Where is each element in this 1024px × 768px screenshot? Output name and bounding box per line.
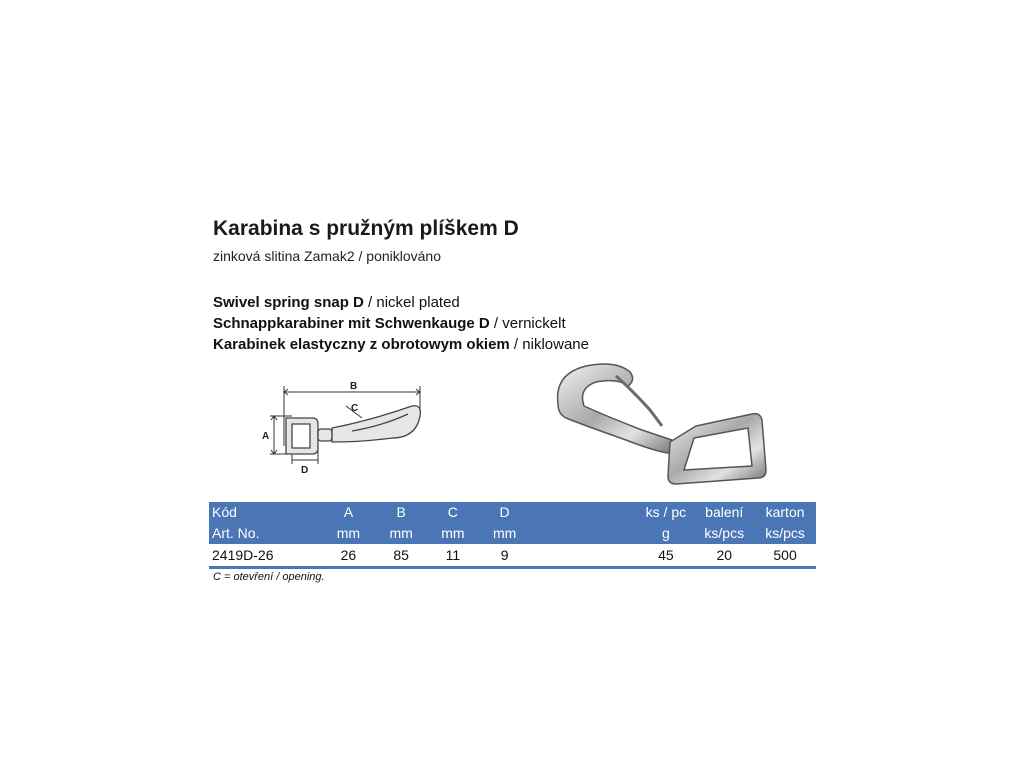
diagram-label-a: A bbox=[262, 431, 270, 442]
header-b: B bbox=[396, 504, 406, 520]
header-art-no: Art. No. bbox=[212, 525, 260, 541]
header-unit-a: mm bbox=[336, 525, 361, 541]
table-header-row bbox=[209, 523, 816, 544]
cell-d: 9 bbox=[479, 544, 531, 568]
description-en bbox=[213, 294, 460, 311]
description-de-finish: / vernickelt bbox=[489, 315, 566, 332]
footnote: C = otevření / opening. bbox=[213, 571, 325, 583]
header-code: Kód bbox=[212, 504, 237, 520]
header-unit-c: mm bbox=[441, 525, 465, 541]
description-en-finish: / nickel plated bbox=[363, 294, 460, 311]
header-unit-carton: ks/pcs bbox=[765, 525, 805, 541]
product-title: Karabina s pružným plíškem D bbox=[213, 217, 519, 240]
header-carton: karton bbox=[765, 504, 805, 520]
cell-weight: 45 bbox=[637, 544, 694, 568]
header-c: C bbox=[447, 504, 458, 520]
header-package: balení bbox=[705, 504, 744, 520]
table-header-row bbox=[209, 502, 816, 523]
dimension-diagram bbox=[262, 376, 442, 481]
header-d: D bbox=[499, 504, 510, 520]
description-de-name: Schnappkarabiner mit Schwenkauge D bbox=[213, 315, 490, 332]
diagram-label-d: D bbox=[301, 465, 309, 476]
product-material: zinková slitina Zamak2 / poniklováno bbox=[213, 248, 442, 264]
header-unit-gap bbox=[530, 523, 637, 544]
description-en-name: Swivel spring snap D bbox=[213, 294, 364, 311]
header-gap bbox=[530, 502, 637, 523]
cell-a: 26 bbox=[322, 544, 376, 568]
spec-table bbox=[209, 502, 816, 569]
diagram-label-b: B bbox=[350, 381, 358, 392]
description-pl-name: Karabinek elastyczny z obrotowym okiem bbox=[213, 336, 510, 353]
header-unit-weight: g bbox=[662, 525, 670, 541]
cell-b: 85 bbox=[375, 544, 427, 568]
cell-carton: 500 bbox=[754, 544, 816, 568]
description-pl-finish: / niklowane bbox=[509, 336, 589, 353]
product-photo bbox=[546, 356, 776, 496]
cell-c: 11 bbox=[427, 544, 479, 568]
header-unit-d: mm bbox=[492, 525, 517, 541]
cell-code: 2419D-26 bbox=[209, 544, 322, 568]
description-pl bbox=[213, 336, 589, 353]
description-de bbox=[213, 315, 566, 332]
header-unit-package: ks/pcs bbox=[704, 525, 745, 541]
header-unit-b: mm bbox=[389, 525, 413, 541]
header-weight: ks / pc bbox=[645, 504, 687, 520]
table-row bbox=[209, 544, 816, 568]
diagram-label-c: C bbox=[351, 403, 359, 414]
cell-package: 20 bbox=[694, 544, 754, 568]
cell-gap bbox=[530, 544, 637, 568]
header-a: A bbox=[343, 504, 354, 520]
